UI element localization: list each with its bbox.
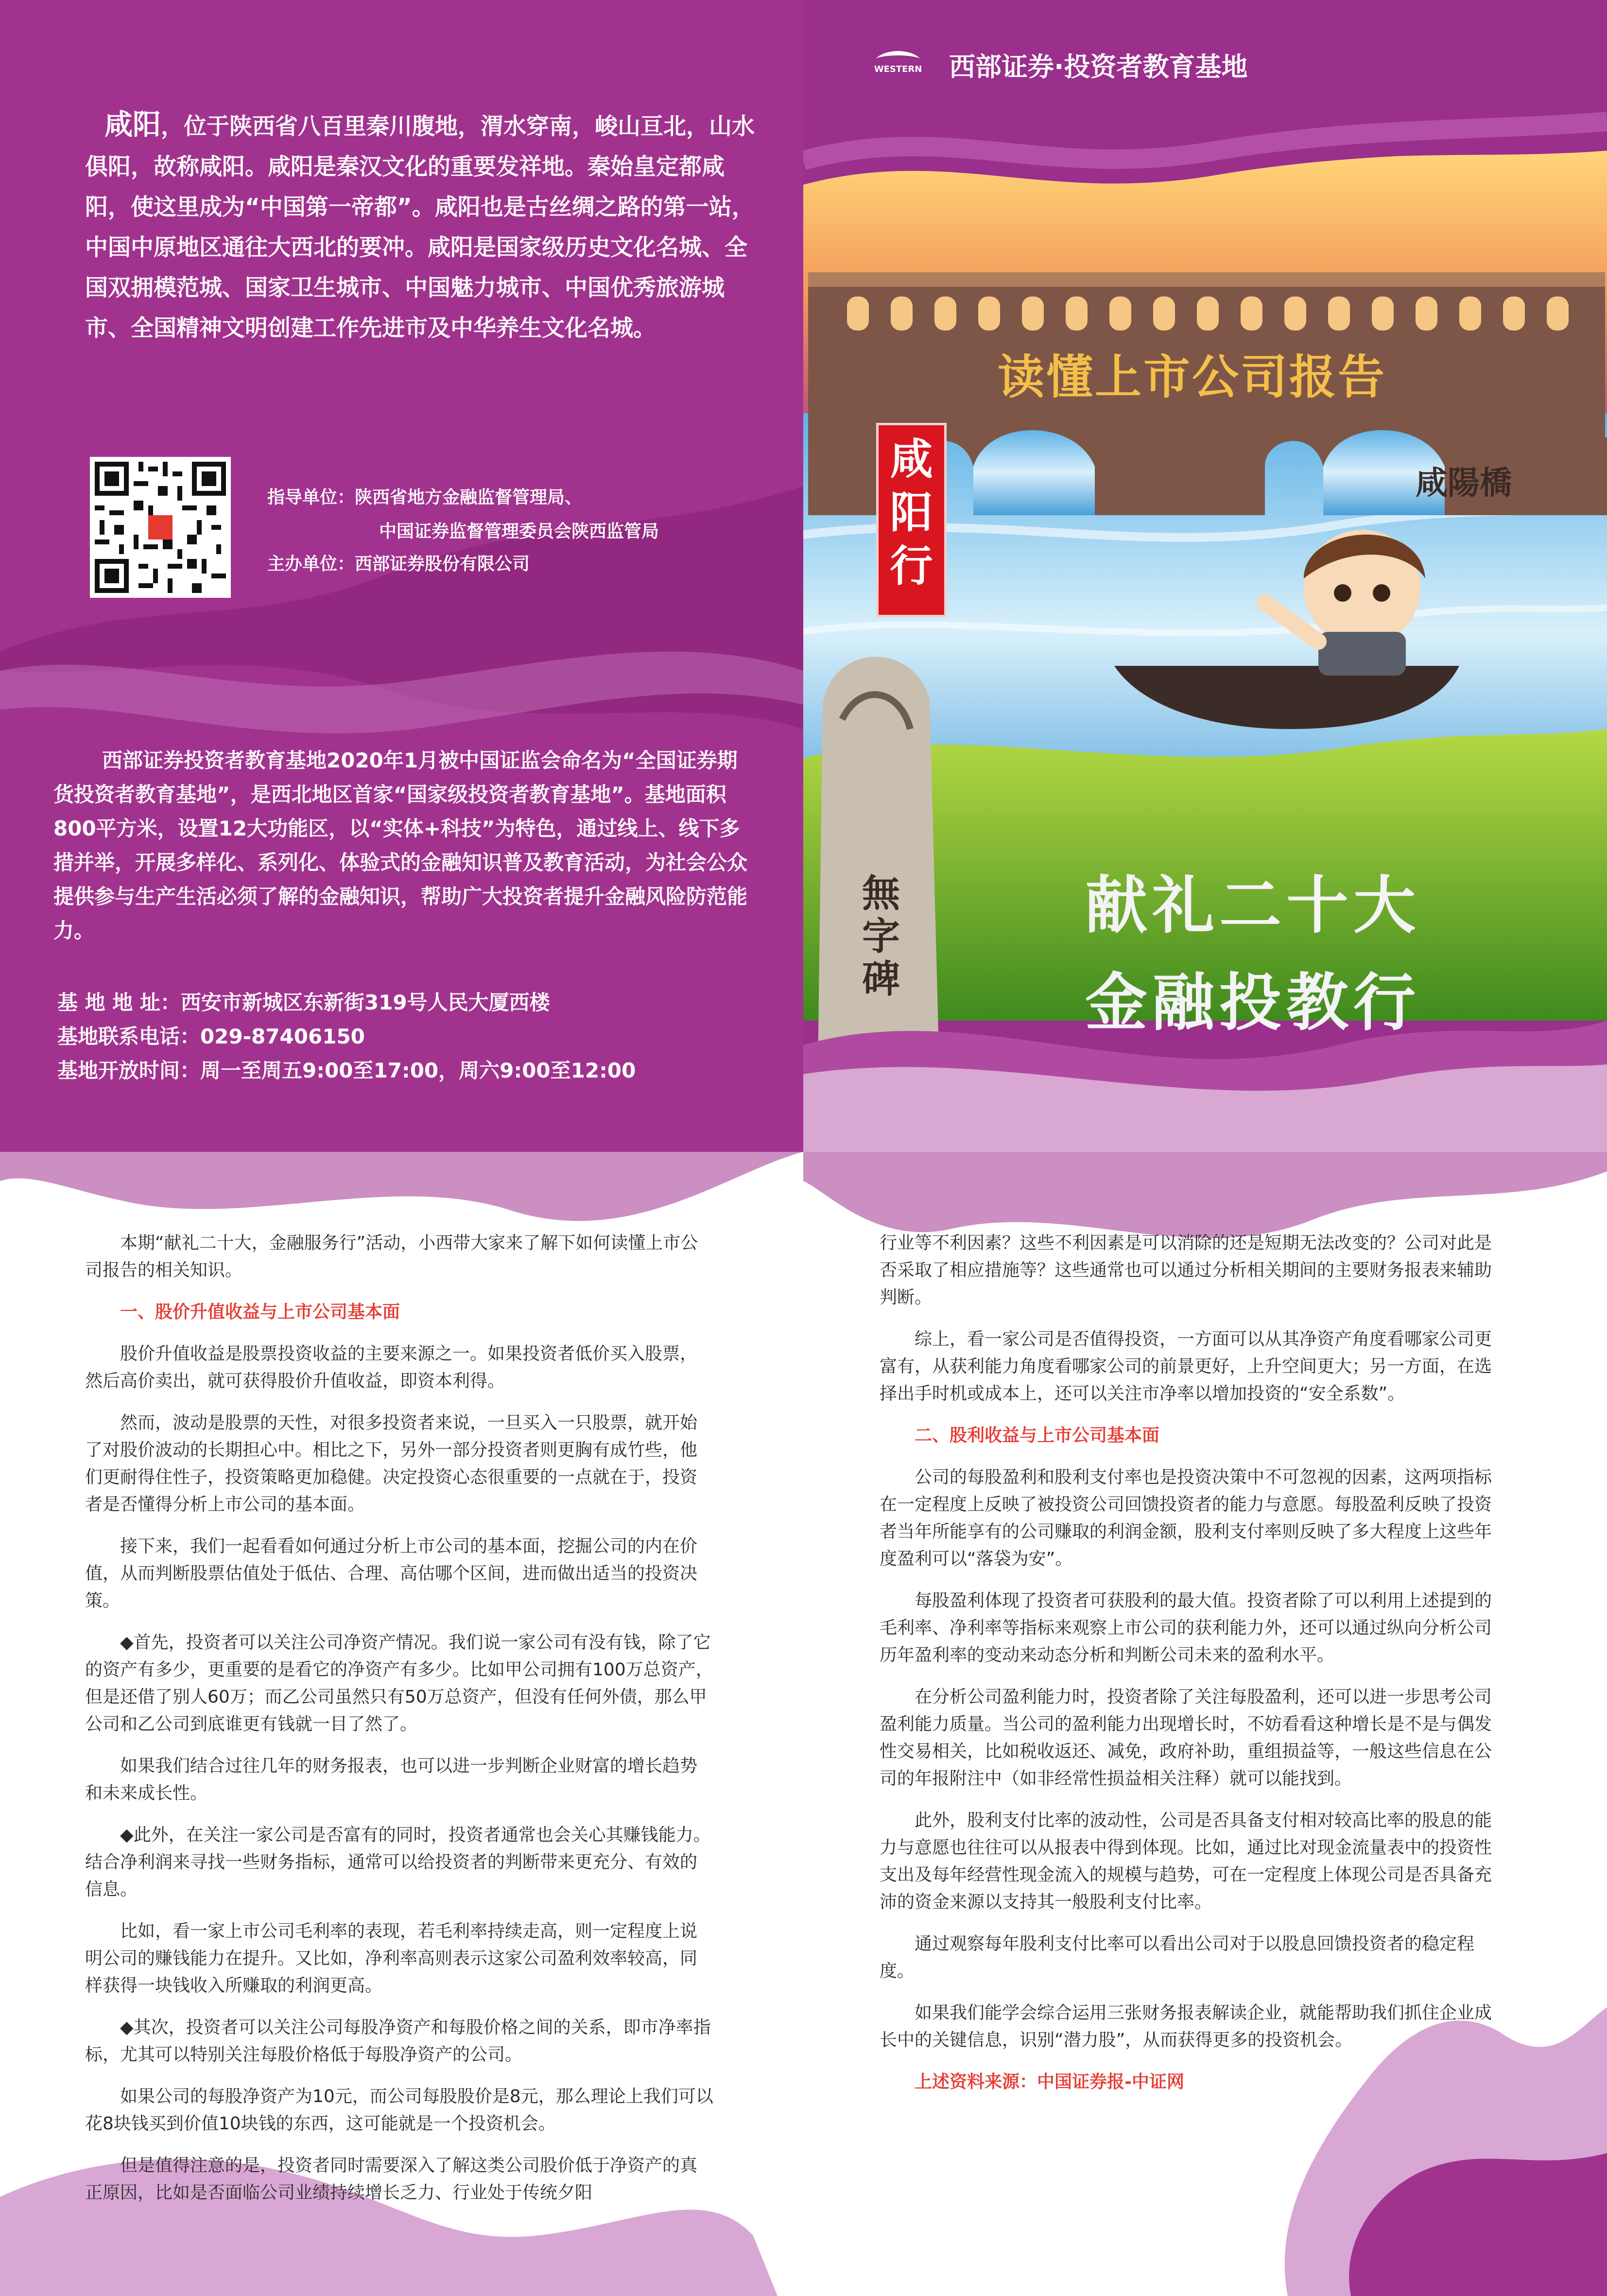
bridge-name: 咸陽橋 <box>1416 464 1512 502</box>
article-paragraph: ◆首先，投资者可以关注公司净资产情况。我们说一家公司有没有钱，除了它的资产有多少，更重要的是看它的净资产有多少。比如甲公司拥有100万总资产，但是还借了别人60万；而乙公司虽然只有50万总资产，但没有任何外债，那么甲公司和乙公司到底谁更有钱就一目了然了。 <box>85 1633 713 1734</box>
stele-text: 無字碑 <box>862 872 900 1001</box>
city-seal-text: 咸阳行 <box>890 434 933 591</box>
base-address: 基 地 地 址：西安市新城区东新街319号人民大厦西楼 <box>57 991 550 1014</box>
bridge-title: 读懂上市公司报告 <box>998 350 1386 404</box>
article-paragraph: 比如，看一家上市公司毛利率的表现，若毛利率持续走高，则一定程度上说明公司的赚钱能力在提升。又比如，净利率高则表示这家公司盈利效率较高，同样获得一块钱收入所赚取的利润更高。 <box>85 1921 698 1996</box>
article-column-left <box>85 1230 714 2221</box>
city-intro-lead: 咸阳 <box>104 108 161 141</box>
city-intro-text: ，位于陕西省八百里秦川腹地，渭水穿南，峻山亘北，山水俱阳，故称咸阳。咸阳是秦汉文化的重要发祥地。秦始皇定都咸阳，使这里成为“中国第一帝都”。咸阳也是古丝绸之路的第一站，中国中原地区通往大西北的要冲。咸阳是国家级历史文化名城、全国双拥模范城、国家卫生城市、中国魅力城市、中国优秀旅游城市、全国精神文明创建工作先进市及中华养生文化名城。 <box>85 113 755 342</box>
article-paragraph: 通过观察每年股利支付比率可以看出公司对于以股息回馈投资者的稳定程度。 <box>880 1934 1475 1981</box>
western-logo-icon <box>871 49 925 83</box>
article-paragraph: 如果我们结合过往几年的财务报表，也可以进一步判断企业财富的增长趋势和未来成长性。 <box>85 1756 698 1803</box>
host-line <box>267 550 530 575</box>
article-paragraph: 每股盈利体现了投资者可获股利的最大值。投资者除了可以利用上述提到的毛利率、净利率等指标来观察上市公司的获利能力外，还可以通过纵向分析公司历年盈利率的变动来动态分析和判断公司未来的盈利水平。 <box>880 1591 1492 1665</box>
section-heading: 二、股利收益与上市公司基本面 <box>915 1426 1160 1445</box>
section-heading: 一、股价升值收益与上市公司基本面 <box>120 1302 400 1322</box>
article-paragraph: 然而，波动是股票的天性，对很多投资者来说，一旦买入一只股票，就开始了对股价波动的长期担心中。相比之下，另外一部分投资者则更胸有成竹些，他们更耐得住性子，投资策略更加稳健。决定投资心态很重要的一点就在于，投资者是否懂得分析上市公司的基本面。 <box>85 1413 698 1514</box>
city-intro <box>85 104 756 348</box>
host-org: 西部证券股份有限公司 <box>355 554 530 574</box>
article-paragraph: 在分析公司盈利能力时，投资者除了关注每股盈利，还可以进一步思考公司盈利能力质量。当公司的盈利能力出现增长时，不妨看看这种增长是不是与偶发性交易相关，比如税收返还、减免，政府补助，重组损益等，一般这些信息在公司的年报附注中（如非经常性损益相关注释）就可以能找到。 <box>880 1687 1492 1789</box>
host-label: 主办单位： <box>267 554 355 574</box>
article-paragraph: 如果我们能学会综合运用三张财务报表解读企业，就能帮助我们抓住企业成长中的关键信息，识别“潜力股”，从而获得更多的投资机会。 <box>880 2003 1492 2050</box>
article-paragraph: 此外，股利支付比率的波动性，公司是否具备支付相对较高比率的股息的能力与意愿也往往可以从报表中得到体现。比如，通过比对现金流量表中的投资性支出及每年经营性现金流入的规模与趋势，可在一定程度上体现公司是否具备充沛的资金来源以支持其一般股利支付比率。 <box>880 1810 1492 1912</box>
guide-label: 指导单位： <box>267 487 355 507</box>
back-cover-panel <box>0 0 803 1152</box>
article-paragraph: 行业等不利因素？这些不利因素是可以消除的还是短期无法改变的？公司对此是否采取了相应措施等？这些通常也可以通过分析相关期间的主要财务报表来辅助判断。 <box>880 1233 1492 1307</box>
article-paragraph: 综上，看一家公司是否值得投资，一方面可以从其净资产角度看哪家公司更富有，从获利能力角度看哪家公司的前景更好，上升空间更大；另一方面，在选择出手时机或成本上，还可以关注市净率以增加投资的“安全系数”。 <box>880 1329 1492 1404</box>
article-paragraph: 接下来，我们一起看看如何通过分析上市公司的基本面，挖掘公司的内在价值，从而判断股票估值处于低估、合理、高估哪个区间，进而做出适当的投资决策。 <box>85 1536 698 1611</box>
base-hours: 基地开放时间：周一至周五9:00至17:00，周六9:00至12:00 <box>57 1059 636 1082</box>
article-paragraph: 本期“献礼二十大，金融服务行”活动，小西带大家来了解下如何读懂上市公司报告的相关知识。 <box>85 1233 698 1280</box>
article-paragraph: ◆此外，在关注一家公司是否富有的同时，投资者通常也会关心其赚钱能力。结合净利润来寻找一些财务指标，通常可以给投资者的判断带来更充分、有效的信息。 <box>85 1825 711 1899</box>
qr-code-icon <box>90 457 231 598</box>
cover-title-line-1: 献礼二十大 <box>1085 870 1421 942</box>
front-cover-panel <box>803 0 1607 1152</box>
source-note: 上述资料来源：中国证券报-中证网 <box>915 2072 1184 2092</box>
base-description: 西部证券投资者教育基地2020年1月被中国证监会命名为“全国证券期货投资者教育基地”，是西北地区首家“国家级投资者教育基地”。基地面积800平方米，设置12大功能区，以“实体+科技”为特色，通过线上、线下多措并举，开展多样化、系列化、体验式的金融知识普及教育活动，为社会公众提供参与生产生活必须了解的金融知识，帮助广大投资者提升金融风险防范能力。 <box>53 748 748 942</box>
guide-line-1 <box>267 484 582 508</box>
article-paragraph: 如果公司的每股净资产为10元，而公司每股股价是8元，那么理论上我们可以花8块钱买到价值10块钱的东西，这可能就是一个投资机会。 <box>85 2087 713 2134</box>
logo-text: WESTERN <box>874 64 922 74</box>
article-paragraph: 但是值得注意的是，投资者同时需要深入了解这类公司股价低于净资产的真正原因，比如是否面临公司业绩持续增长乏力、行业处于传统夕阳 <box>85 2156 698 2203</box>
guide-org-1: 陕西省地方金融监督管理局、 <box>355 487 583 507</box>
qr-code[interactable] <box>90 457 231 598</box>
article-paragraph: ◆其次，投资者可以关注公司每股净资产和每股价格之间的关系，即市净率指标，尤其可以特别关注每股价格低于每股净资产的公司。 <box>85 2018 711 2065</box>
guide-org-2: 中国证券监督管理委员会陕西监管局 <box>379 522 659 541</box>
article-column-right <box>880 1230 1502 2110</box>
article-paragraph: 公司的每股盈利和股利支付率也是投资决策中不可忽视的因素，这两项指标在一定程度上反映了被投资公司回馈投资者的能力与意愿。每股盈利反映了投资者当年所能享有的公司赚取的利润金额，股利支付率则反映了多大程度上这些年度盈利可以“落袋为安”。 <box>880 1467 1492 1569</box>
brand-title: 西部证券·投资者教育基地 <box>949 52 1248 82</box>
base-phone: 基地联系电话：029-87406150 <box>57 1025 365 1048</box>
article-paragraph: 股价升值收益是股票投资收益的主要来源之一。如果投资者低价买入股票，然后高价卖出，就可获得股价升值收益，即资本利得。 <box>85 1344 698 1391</box>
cover-title-line-2: 金融投教行 <box>1085 967 1421 1039</box>
